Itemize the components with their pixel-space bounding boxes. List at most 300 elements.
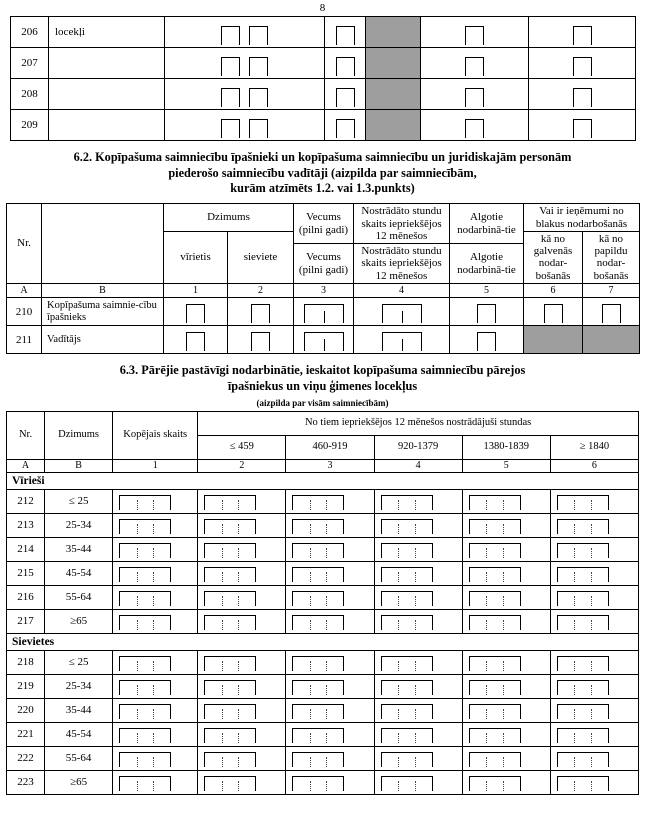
section-62-heading-line3: kurām atzīmēts 1.2. vai 1.3.punkts) xyxy=(230,181,415,196)
input-box[interactable] xyxy=(469,656,521,671)
answer-boxes[interactable] xyxy=(198,746,286,770)
input-box[interactable] xyxy=(573,119,592,138)
input-box[interactable] xyxy=(469,543,521,558)
answer-boxes[interactable] xyxy=(550,537,638,561)
answer-boxes[interactable] xyxy=(462,722,550,746)
input-box[interactable] xyxy=(557,567,609,582)
header-algotie-2: Algotie nodarbinā-tie xyxy=(450,244,524,284)
input-box[interactable] xyxy=(465,57,484,76)
answer-boxes[interactable] xyxy=(462,537,550,561)
section-63-table xyxy=(6,411,639,795)
input-box[interactable] xyxy=(381,543,433,558)
answer-boxes[interactable] xyxy=(550,770,638,794)
row-nr: 223 xyxy=(7,770,45,794)
answer-boxes[interactable] xyxy=(198,722,286,746)
input-box[interactable] xyxy=(204,704,256,719)
col-letter-a: A xyxy=(7,459,45,472)
answer-boxes[interactable] xyxy=(374,609,462,633)
answer-boxes[interactable] xyxy=(462,698,550,722)
answer-boxes[interactable] xyxy=(354,326,450,354)
answer-boxes[interactable] xyxy=(529,110,636,141)
answer-boxes[interactable] xyxy=(165,110,325,141)
col-num-7: 7 xyxy=(583,284,640,298)
col-num-5: 5 xyxy=(450,284,524,298)
input-box[interactable] xyxy=(292,567,344,582)
col-num-4: 4 xyxy=(354,284,450,298)
input-box[interactable] xyxy=(573,88,592,107)
input-box[interactable] xyxy=(557,728,609,743)
input-box[interactable] xyxy=(204,680,256,695)
input-box[interactable] xyxy=(469,776,521,791)
answer-boxes[interactable] xyxy=(421,110,529,141)
input-box[interactable] xyxy=(381,776,433,791)
section-63-subheading: (aizpilda par visām saimniecībām) xyxy=(256,397,389,408)
answer-boxes[interactable] xyxy=(198,609,286,633)
row-age: 45-54 xyxy=(45,722,113,746)
answer-boxes[interactable] xyxy=(164,298,228,326)
row-nr: 219 xyxy=(7,674,45,698)
answer-boxes[interactable] xyxy=(113,561,198,585)
input-box[interactable] xyxy=(381,519,433,534)
input-box[interactable] xyxy=(204,519,256,534)
page-number: 8 xyxy=(319,2,326,14)
header-nr: Nr. xyxy=(7,411,45,459)
answer-boxes[interactable] xyxy=(374,746,462,770)
shaded-cell xyxy=(583,326,640,354)
col-letter-b: B xyxy=(45,459,113,472)
input-box[interactable] xyxy=(469,680,521,695)
input-box[interactable] xyxy=(119,591,171,606)
answer-boxes[interactable] xyxy=(374,674,462,698)
row-age: 55-64 xyxy=(45,746,113,770)
column-letters-row xyxy=(7,284,640,298)
shaded-cell xyxy=(366,79,421,110)
table-row xyxy=(7,746,639,770)
answer-boxes[interactable] xyxy=(450,298,524,326)
answer-boxes[interactable] xyxy=(450,326,524,354)
table-row xyxy=(7,326,640,354)
answer-boxes[interactable] xyxy=(286,650,374,674)
table-row xyxy=(7,650,639,674)
col-num-1: 1 xyxy=(113,459,198,472)
answer-boxes[interactable] xyxy=(286,537,374,561)
input-box[interactable] xyxy=(249,88,268,107)
col-num-2: 2 xyxy=(198,459,286,472)
input-box[interactable] xyxy=(119,776,171,791)
answer-boxes[interactable] xyxy=(374,585,462,609)
input-box[interactable] xyxy=(249,26,268,45)
header-notiem: No tiem iepriekšējos 12 mēnešos nostrādājuši stundas xyxy=(198,411,639,435)
answer-boxes[interactable] xyxy=(529,17,636,48)
col-letter-a: A xyxy=(7,284,42,298)
answer-boxes[interactable] xyxy=(286,561,374,585)
row-label xyxy=(49,48,165,79)
input-box[interactable] xyxy=(469,567,521,582)
input-box[interactable] xyxy=(204,567,256,582)
input-box[interactable] xyxy=(292,591,344,606)
input-box[interactable] xyxy=(292,728,344,743)
row-age: ≥65 xyxy=(45,770,113,794)
answer-boxes[interactable] xyxy=(113,537,198,561)
table-row xyxy=(11,17,636,48)
answer-boxes[interactable] xyxy=(550,746,638,770)
answer-boxes[interactable] xyxy=(421,48,529,79)
section-62-heading xyxy=(8,150,637,197)
table-row xyxy=(7,298,640,326)
input-box[interactable] xyxy=(573,26,592,45)
table-row xyxy=(7,489,639,513)
answer-boxes[interactable] xyxy=(286,698,374,722)
col-num-6: 6 xyxy=(550,459,638,472)
header-sieviete: sieviete xyxy=(228,231,294,283)
col-num-3: 3 xyxy=(286,459,374,472)
answer-boxes[interactable] xyxy=(374,722,462,746)
input-box[interactable] xyxy=(557,656,609,671)
input-box[interactable] xyxy=(469,495,521,510)
answer-boxes[interactable] xyxy=(113,585,198,609)
section-62-heading-line1: 6.2. Kopīpašuma saimniecību īpašnieki un kopīpašuma saimniecību un juridiskajām personām xyxy=(73,150,572,164)
header-c4: 1380-1839 xyxy=(462,435,550,459)
input-box[interactable] xyxy=(292,495,344,510)
input-box[interactable] xyxy=(381,495,433,510)
input-box[interactable] xyxy=(382,304,422,323)
input-box[interactable] xyxy=(557,615,609,630)
input-box[interactable] xyxy=(292,752,344,767)
header-row xyxy=(7,204,640,232)
input-box[interactable] xyxy=(204,776,256,791)
row-nr: 214 xyxy=(7,537,45,561)
header-nostradato-2: Nostrādāto stundu skaits iepriekšējos 12 mēnešos xyxy=(354,244,450,284)
section-63-heading xyxy=(8,363,637,394)
answer-boxes[interactable] xyxy=(198,674,286,698)
table-row xyxy=(7,698,639,722)
answer-boxes[interactable] xyxy=(462,770,550,794)
input-box[interactable] xyxy=(119,728,171,743)
shaded-cell xyxy=(524,326,583,354)
answer-boxes[interactable] xyxy=(286,513,374,537)
input-box[interactable] xyxy=(381,752,433,767)
group-header-women xyxy=(7,633,639,650)
answer-boxes[interactable] xyxy=(550,698,638,722)
input-box[interactable] xyxy=(465,26,484,45)
input-box[interactable] xyxy=(292,656,344,671)
input-box[interactable] xyxy=(465,88,484,107)
answer-boxes[interactable] xyxy=(462,585,550,609)
input-box[interactable] xyxy=(221,26,240,45)
row-nr: 217 xyxy=(7,609,45,633)
answer-boxes[interactable] xyxy=(374,770,462,794)
header-ienemumi: Vai ir ieņēmumi no blakus nodarbošanās xyxy=(524,204,640,232)
input-box[interactable] xyxy=(119,615,171,630)
input-box[interactable] xyxy=(186,332,205,351)
answer-boxes[interactable] xyxy=(294,298,354,326)
input-box[interactable] xyxy=(221,119,240,138)
input-box[interactable] xyxy=(204,752,256,767)
input-box[interactable] xyxy=(469,519,521,534)
row-age: 35-44 xyxy=(45,537,113,561)
answer-boxes[interactable] xyxy=(198,489,286,513)
row-age: 25-34 xyxy=(45,513,113,537)
input-box[interactable] xyxy=(381,680,433,695)
input-box[interactable] xyxy=(544,304,563,323)
header-c5: ≥ 1840 xyxy=(550,435,638,459)
row-nr: 212 xyxy=(7,489,45,513)
answer-boxes[interactable] xyxy=(113,674,198,698)
header-dzimums: Dzimums xyxy=(45,411,113,459)
input-box[interactable] xyxy=(381,728,433,743)
row-nr: 208 xyxy=(11,79,49,110)
shaded-cell xyxy=(366,110,421,141)
header-kopejais: Kopējais skaits xyxy=(113,411,198,459)
answer-boxes[interactable] xyxy=(294,326,354,354)
input-box[interactable] xyxy=(204,543,256,558)
answer-boxes[interactable] xyxy=(165,79,325,110)
answer-boxes[interactable] xyxy=(462,513,550,537)
answer-boxes[interactable] xyxy=(462,746,550,770)
input-box[interactable] xyxy=(249,119,268,138)
answer-boxes[interactable] xyxy=(462,674,550,698)
row-age: 45-54 xyxy=(45,561,113,585)
input-box[interactable] xyxy=(304,332,344,351)
input-box[interactable] xyxy=(381,704,433,719)
header-c3: 920-1379 xyxy=(374,435,462,459)
col-num-4: 4 xyxy=(374,459,462,472)
answer-boxes[interactable] xyxy=(325,79,366,110)
answer-boxes[interactable] xyxy=(286,746,374,770)
input-box[interactable] xyxy=(469,591,521,606)
answer-boxes[interactable] xyxy=(286,585,374,609)
answer-boxes[interactable] xyxy=(113,770,198,794)
answer-boxes[interactable] xyxy=(421,79,529,110)
answer-boxes[interactable] xyxy=(550,722,638,746)
row-label xyxy=(49,79,165,110)
answer-boxes[interactable] xyxy=(462,561,550,585)
table-row xyxy=(7,513,639,537)
answer-boxes[interactable] xyxy=(198,770,286,794)
input-box[interactable] xyxy=(119,704,171,719)
answer-boxes[interactable] xyxy=(462,609,550,633)
top-partial-table xyxy=(10,16,636,141)
row-nr: 216 xyxy=(7,585,45,609)
header-row xyxy=(7,411,639,435)
table-row xyxy=(7,585,639,609)
col-letter-b: B xyxy=(42,284,164,298)
answer-boxes[interactable] xyxy=(462,489,550,513)
header-nostradato: Nostrādāto stundu skaits iepriekšējos 12 mēnešos xyxy=(354,204,450,244)
answer-boxes[interactable] xyxy=(374,489,462,513)
input-box[interactable] xyxy=(381,567,433,582)
answer-boxes[interactable] xyxy=(550,650,638,674)
answer-boxes[interactable] xyxy=(286,674,374,698)
input-box[interactable] xyxy=(292,543,344,558)
input-box[interactable] xyxy=(251,304,270,323)
input-box[interactable] xyxy=(469,615,521,630)
input-box[interactable] xyxy=(557,752,609,767)
input-box[interactable] xyxy=(292,615,344,630)
answer-boxes[interactable] xyxy=(529,48,636,79)
row-nr: 222 xyxy=(7,746,45,770)
input-box[interactable] xyxy=(119,567,171,582)
input-box[interactable] xyxy=(292,776,344,791)
row-age: ≥65 xyxy=(45,609,113,633)
input-box[interactable] xyxy=(292,704,344,719)
header-c2: 460-919 xyxy=(286,435,374,459)
answer-boxes[interactable] xyxy=(165,48,325,79)
table-row xyxy=(11,110,636,141)
input-box[interactable] xyxy=(204,728,256,743)
header-algotie: Algotie nodarbinā-tie xyxy=(450,204,524,244)
input-box[interactable] xyxy=(292,519,344,534)
answer-boxes[interactable] xyxy=(354,298,450,326)
header-papildu: kā no papildu nodar-bošanās xyxy=(583,231,640,283)
table-row xyxy=(7,770,639,794)
row-age: 35-44 xyxy=(45,698,113,722)
row-nr: 210 xyxy=(7,298,42,326)
answer-boxes[interactable] xyxy=(529,79,636,110)
section-62-heading-line2: piederošo saimniecību vadītāji (aizpilda par saimniecībām, xyxy=(168,165,477,180)
answer-boxes[interactable] xyxy=(325,17,366,48)
answer-boxes[interactable] xyxy=(198,513,286,537)
input-box[interactable] xyxy=(477,304,496,323)
input-box[interactable] xyxy=(249,57,268,76)
header-vecums: Vecums (pilni gadi) xyxy=(294,204,354,244)
row-label xyxy=(49,110,165,141)
answer-boxes[interactable] xyxy=(374,561,462,585)
input-box[interactable] xyxy=(477,332,496,351)
input-box[interactable] xyxy=(119,680,171,695)
answer-boxes[interactable] xyxy=(374,537,462,561)
table-row xyxy=(7,537,639,561)
answer-boxes[interactable] xyxy=(374,650,462,674)
answer-boxes[interactable] xyxy=(198,537,286,561)
answer-boxes[interactable] xyxy=(374,513,462,537)
input-box[interactable] xyxy=(119,519,171,534)
answer-boxes[interactable] xyxy=(113,489,198,513)
answer-boxes[interactable] xyxy=(113,746,198,770)
answer-boxes[interactable] xyxy=(550,609,638,633)
answer-boxes[interactable] xyxy=(113,513,198,537)
table-row xyxy=(7,674,639,698)
answer-boxes[interactable] xyxy=(550,489,638,513)
column-letters-row xyxy=(7,459,639,472)
answer-boxes[interactable] xyxy=(325,110,366,141)
input-box[interactable] xyxy=(573,57,592,76)
section-63-heading-line1: 6.3. Pārējie pastāvīgi nodarbinātie, ieskaitot kopīpašuma saimniecību pārejos xyxy=(119,363,526,378)
input-box[interactable] xyxy=(204,495,256,510)
row-nr: 215 xyxy=(7,561,45,585)
input-box[interactable] xyxy=(469,704,521,719)
row-nr: 206 xyxy=(11,17,49,48)
input-box[interactable] xyxy=(204,615,256,630)
input-box[interactable] xyxy=(381,615,433,630)
input-box[interactable] xyxy=(251,332,270,351)
header-galvena: kā no galvenās nodar-bošanās xyxy=(524,231,583,283)
input-box[interactable] xyxy=(336,26,355,45)
answer-boxes[interactable] xyxy=(583,298,640,326)
input-box[interactable] xyxy=(119,495,171,510)
answer-boxes[interactable] xyxy=(286,770,374,794)
answer-boxes[interactable] xyxy=(113,722,198,746)
table-row xyxy=(11,48,636,79)
input-box[interactable] xyxy=(336,119,355,138)
group-label: Sievietes xyxy=(7,633,639,650)
input-box[interactable] xyxy=(292,680,344,695)
input-box[interactable] xyxy=(557,591,609,606)
input-box[interactable] xyxy=(204,656,256,671)
section-62-table xyxy=(6,203,640,354)
shaded-cell xyxy=(366,48,421,79)
answer-boxes[interactable] xyxy=(198,561,286,585)
input-box[interactable] xyxy=(382,332,422,351)
answer-boxes[interactable] xyxy=(165,17,325,48)
answer-boxes[interactable] xyxy=(286,722,374,746)
input-box[interactable] xyxy=(336,88,355,107)
input-box[interactable] xyxy=(602,304,621,323)
answer-boxes[interactable] xyxy=(228,298,294,326)
input-box[interactable] xyxy=(119,752,171,767)
answer-boxes[interactable] xyxy=(228,326,294,354)
answer-boxes[interactable] xyxy=(286,489,374,513)
input-box[interactable] xyxy=(557,680,609,695)
answer-boxes[interactable] xyxy=(113,650,198,674)
top-table-body xyxy=(11,17,636,141)
input-box[interactable] xyxy=(204,591,256,606)
answer-boxes[interactable] xyxy=(550,513,638,537)
answer-boxes[interactable] xyxy=(550,585,638,609)
input-box[interactable] xyxy=(119,543,171,558)
row-nr: 209 xyxy=(11,110,49,141)
row-nr: 218 xyxy=(7,650,45,674)
input-box[interactable] xyxy=(186,304,205,323)
input-box[interactable] xyxy=(119,656,171,671)
answer-boxes[interactable] xyxy=(198,650,286,674)
answer-boxes[interactable] xyxy=(113,609,198,633)
input-box[interactable] xyxy=(557,495,609,510)
input-box[interactable] xyxy=(469,752,521,767)
row-age: 25-34 xyxy=(45,674,113,698)
input-box[interactable] xyxy=(557,704,609,719)
input-box[interactable] xyxy=(304,304,344,323)
answer-boxes[interactable] xyxy=(198,698,286,722)
col-num-1: 1 xyxy=(164,284,228,298)
answer-boxes[interactable] xyxy=(421,17,529,48)
input-box[interactable] xyxy=(557,519,609,534)
row-nr: 211 xyxy=(7,326,42,354)
col-num-5: 5 xyxy=(462,459,550,472)
answer-boxes[interactable] xyxy=(462,650,550,674)
input-box[interactable] xyxy=(465,119,484,138)
answer-boxes[interactable] xyxy=(113,698,198,722)
input-box[interactable] xyxy=(381,656,433,671)
input-box[interactable] xyxy=(469,728,521,743)
answer-boxes[interactable] xyxy=(374,698,462,722)
answer-boxes[interactable] xyxy=(325,48,366,79)
input-box[interactable] xyxy=(557,776,609,791)
table-row xyxy=(7,722,639,746)
answer-boxes[interactable] xyxy=(286,609,374,633)
input-box[interactable] xyxy=(221,88,240,107)
answer-boxes[interactable] xyxy=(550,674,638,698)
answer-boxes[interactable] xyxy=(524,298,583,326)
input-box[interactable] xyxy=(381,591,433,606)
input-box[interactable] xyxy=(557,543,609,558)
answer-boxes[interactable] xyxy=(164,326,228,354)
answer-boxes[interactable] xyxy=(198,585,286,609)
input-box[interactable] xyxy=(221,57,240,76)
answer-boxes[interactable] xyxy=(550,561,638,585)
header-dzimums: Dzimums xyxy=(164,204,294,232)
input-box[interactable] xyxy=(336,57,355,76)
